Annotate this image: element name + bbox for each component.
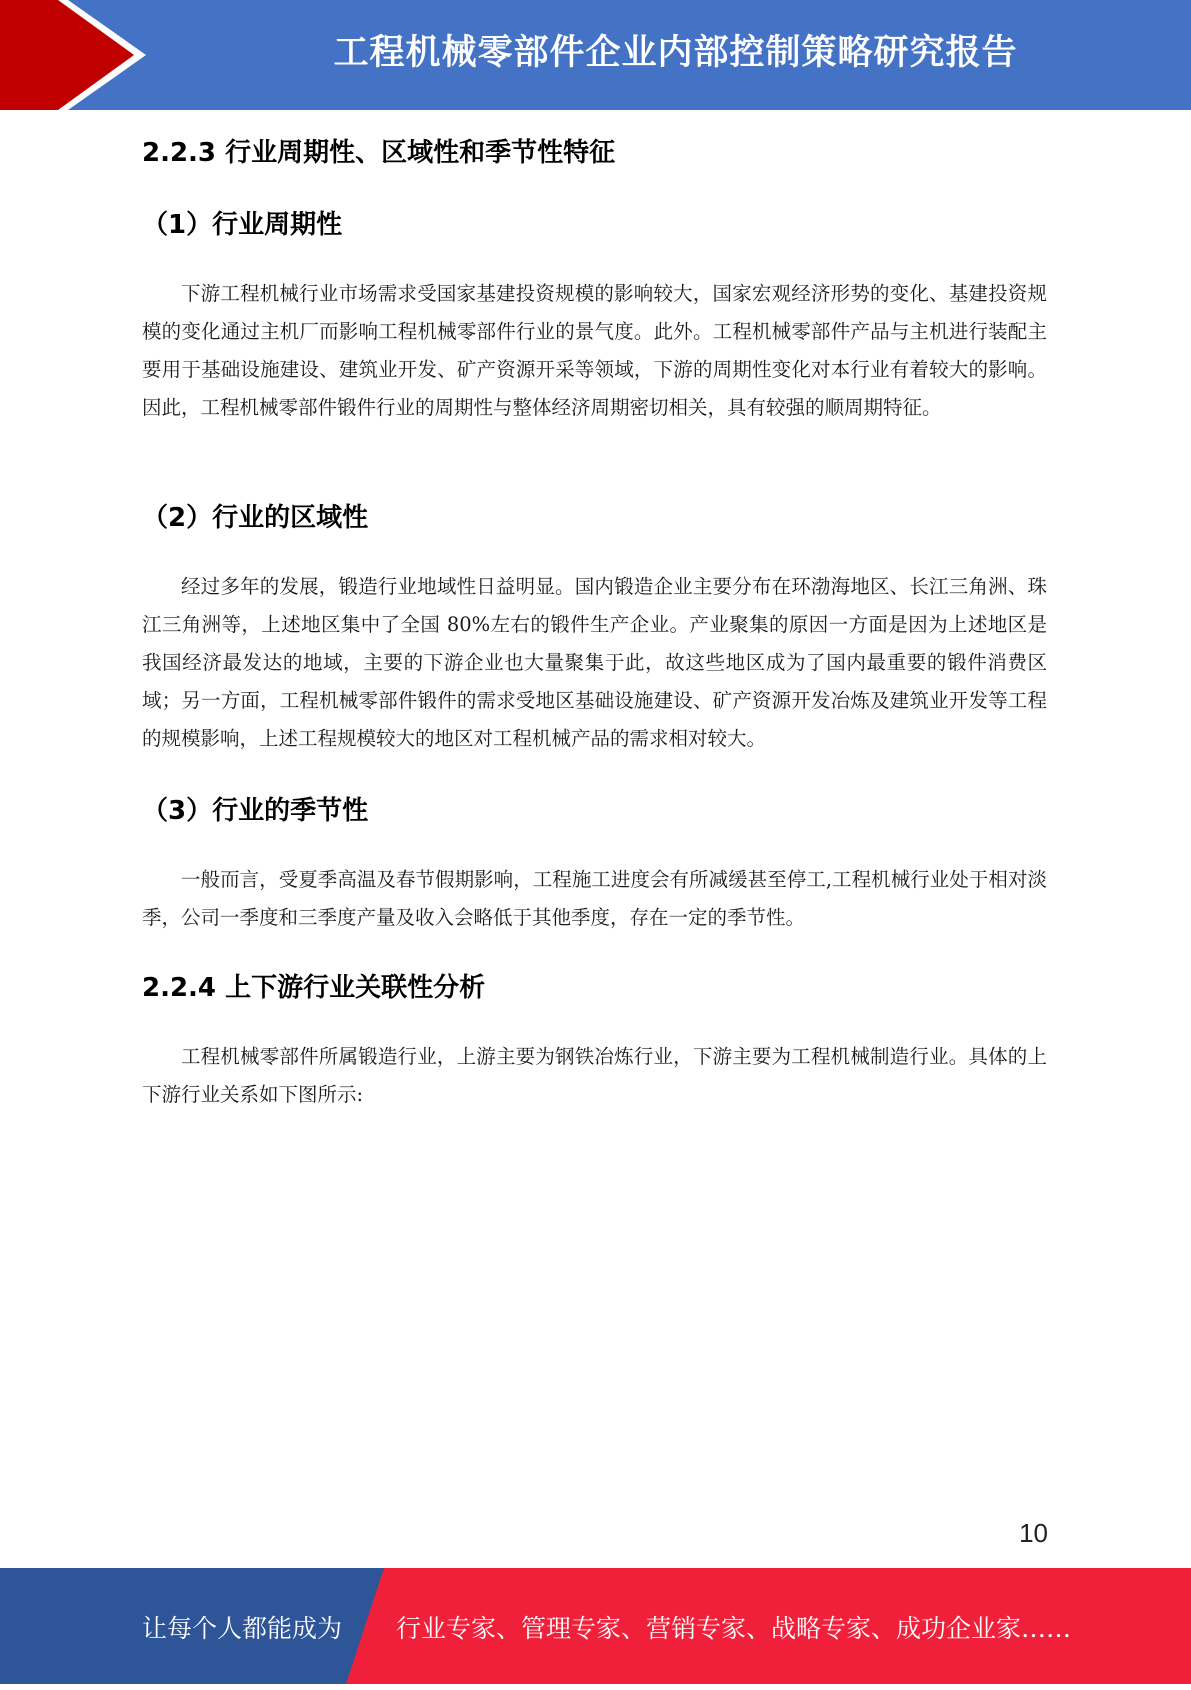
header-chevron-icon xyxy=(0,0,160,110)
paragraph-regionality: 经过多年的发展，锻造行业地域性日益明显。国内锻造企业主要分布在环渤海地区、长江三角洲、珠江三角洲等，上述地区集中了全国 80%左右的锻件生产企业。产业聚集的原因一方面是因为上述地区是我国经济最发达的地域，主要的下游企业也大量聚集于此，故这些地区成为了国内最重要的锻件消费区域；另一方面，工程机械零部件锻件的需求受地区基础设施建设、矿产资源开发冶炼及建筑业开发等工程的规模影响，上述工程规模较大的地区对工程机械产品的需求相对较大。 xyxy=(142,575,1047,750)
footer-band xyxy=(0,1568,1191,1684)
footer-slogan-right: 行业专家、管理专家、营销专家、战略专家、成功企业家…… xyxy=(396,1614,1072,1643)
footer-slogan-left: 让每个人都能成为 xyxy=(142,1614,343,1643)
section-heading-2-2-3: 2.2.3 行业周期性、区域性和季节性特征 xyxy=(142,138,616,168)
subsection-heading-seasonality: （3）行业的季节性 xyxy=(142,796,369,826)
page-number: 10 xyxy=(1019,1518,1048,1548)
section-heading-2-2-4: 2.2.4 上下游行业关联性分析 xyxy=(142,973,486,1003)
subsection-heading-regionality: （2）行业的区域性 xyxy=(142,503,369,533)
header-band xyxy=(0,0,1191,110)
paragraph-upstream-downstream: 工程机械零部件所属锻造行业，上游主要为钢铁冶炼行业，下游主要为工程机械制造行业。具体的上下游行业关系如下图所示: xyxy=(142,1045,1047,1106)
subsection-heading-cyclicality: （1）行业周期性 xyxy=(142,210,343,240)
paragraph-seasonality: 一般而言，受夏季高温及春节假期影响，工程施工进度会有所减缓甚至停工,工程机械行业处于相对淡季，公司一季度和三季度产量及收入会略低于其他季度，存在一定的季节性。 xyxy=(142,868,1047,929)
paragraph-cyclicality: 下游工程机械行业市场需求受国家基建投资规模的影响较大，国家宏观经济形势的变化、基建投资规模的变化通过主机厂而影响工程机械零部件行业的景气度。此外。工程机械零部件产品与主机进行装配主要用于基础设施建设、建筑业开发、矿产资源开采等领域，下游的周期性变化对本行业有着较大的影响。因此，工程机械零部件锻件行业的周期性与整体经济周期密切相关，具有较强的顺周期特征。 xyxy=(142,282,1047,419)
document-title: 工程机械零部件企业内部控制策略研究报告 xyxy=(333,33,1018,73)
